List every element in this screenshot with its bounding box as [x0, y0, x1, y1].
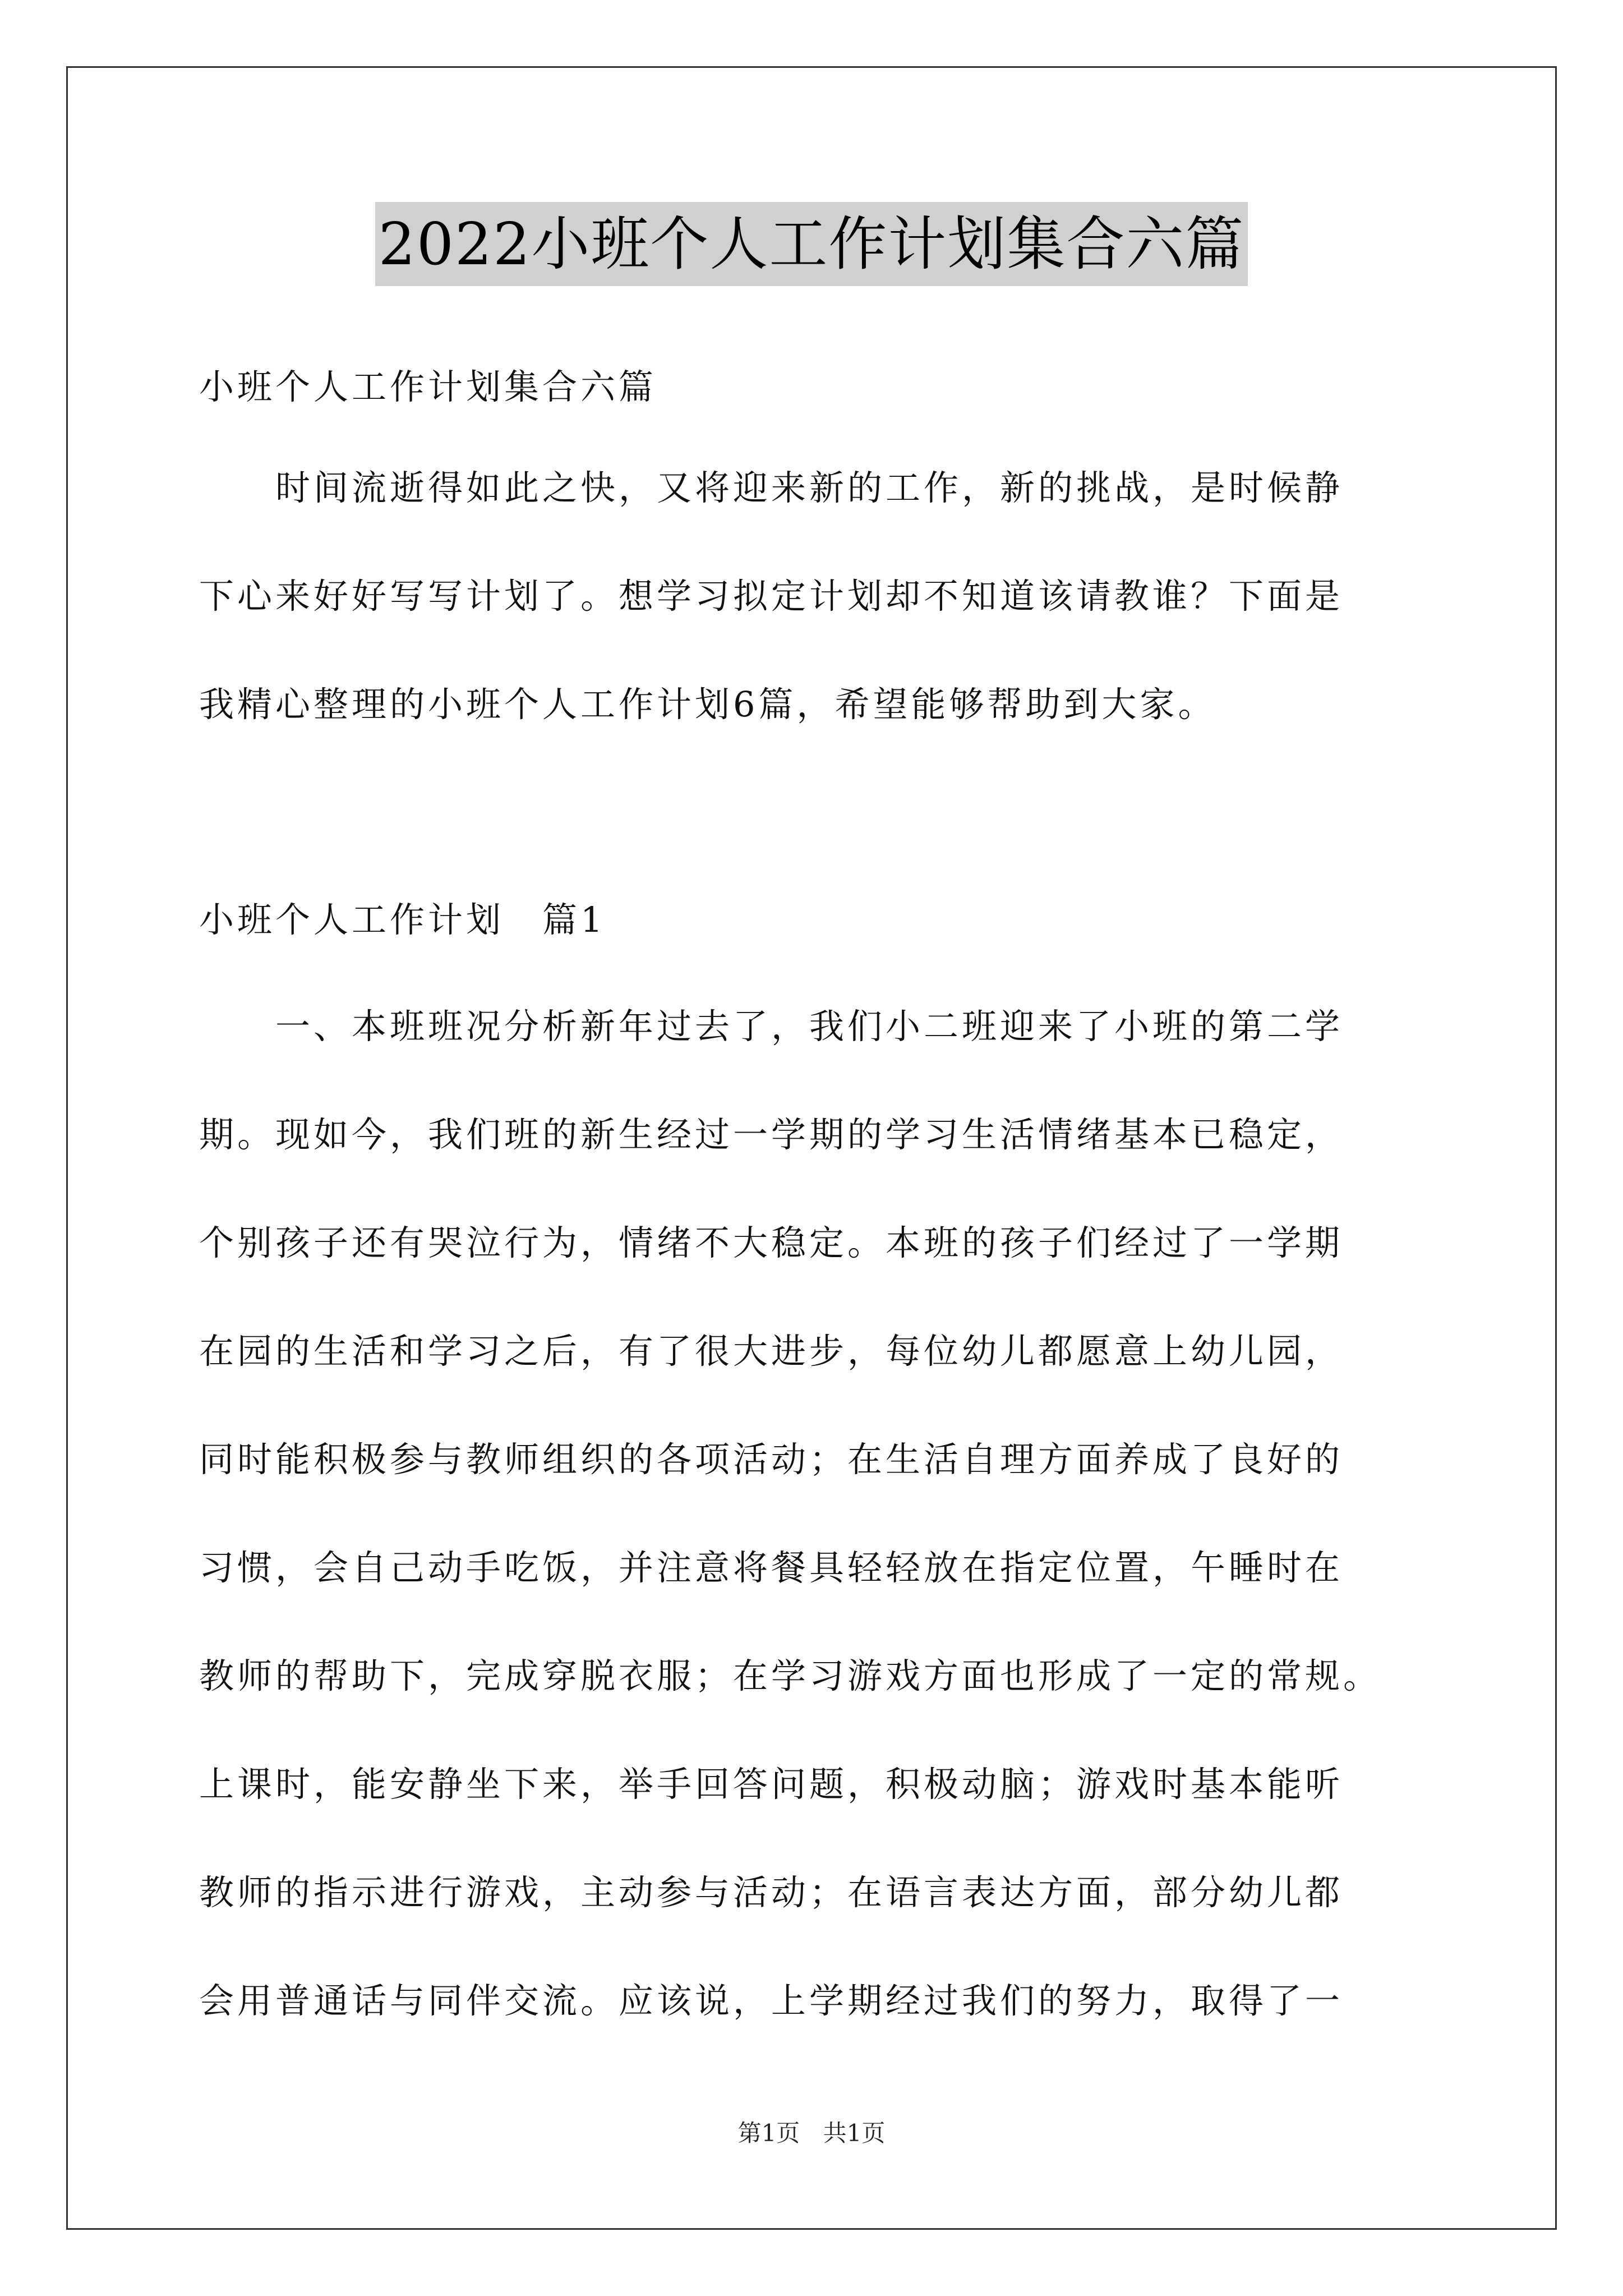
intro-line: 下心来好好写写计划了。想学习拟定计划却不知道该请教谁？下面是: [199, 576, 1344, 616]
body-line: 教师的指示进行游戏，主动参与活动；在语言表达方面，部分幼儿都: [199, 1872, 1344, 1913]
body-line: 个别孩子还有哭泣行为，情绪不大稳定。本班的孩子们经过了一学期: [199, 1222, 1344, 1263]
body-line: 期。现如今，我们班的新生经过一学期的学习生活情绪基本已稳定，: [199, 1114, 1344, 1155]
body-line: 同时能积极参与教师组织的各项活动；在生活自理方面养成了良好的: [199, 1439, 1344, 1480]
intro-line: 时间流逝得如此之快，又将迎来新的工作，新的挑战，是时候静: [199, 467, 1344, 508]
body-line: 教师的帮助下，完成穿脱衣服；在学习游戏方面也形成了一定的常规。: [199, 1655, 1382, 1696]
body-line: 上课时，能安静坐下来，举手回答问题，积极动脑；游戏时基本能听: [199, 1764, 1344, 1805]
title-container: [0, 202, 1623, 286]
page-number-total: 共1页: [823, 2119, 886, 2147]
intro-line: 我精心整理的小班个人工作计划6篇，希望能够帮助到大家。: [199, 684, 1216, 725]
body-line: 在园的生活和学习之后，有了很大进步，每位幼儿都愿意上幼儿园，: [199, 1331, 1344, 1372]
page-footer: [0, 2115, 1623, 2148]
body-line: 习惯，会自己动手吃饭，并注意将餐具轻轻放在指定位置，午睡时在: [199, 1547, 1344, 1588]
body-line: 一、本班班况分析新年过去了，我们小二班迎来了小班的第二学: [199, 1006, 1344, 1047]
document-subtitle: 小班个人工作计划集合六篇: [199, 366, 657, 407]
section-heading: 小班个人工作计划 篇1: [199, 899, 606, 940]
body-line: 会用普通话与同伴交流。应该说，上学期经过我们的努力，取得了一: [199, 1980, 1344, 2021]
document-title: 2022小班个人工作计划集合六篇: [375, 202, 1248, 286]
page-number-current: 第1页: [737, 2119, 800, 2147]
